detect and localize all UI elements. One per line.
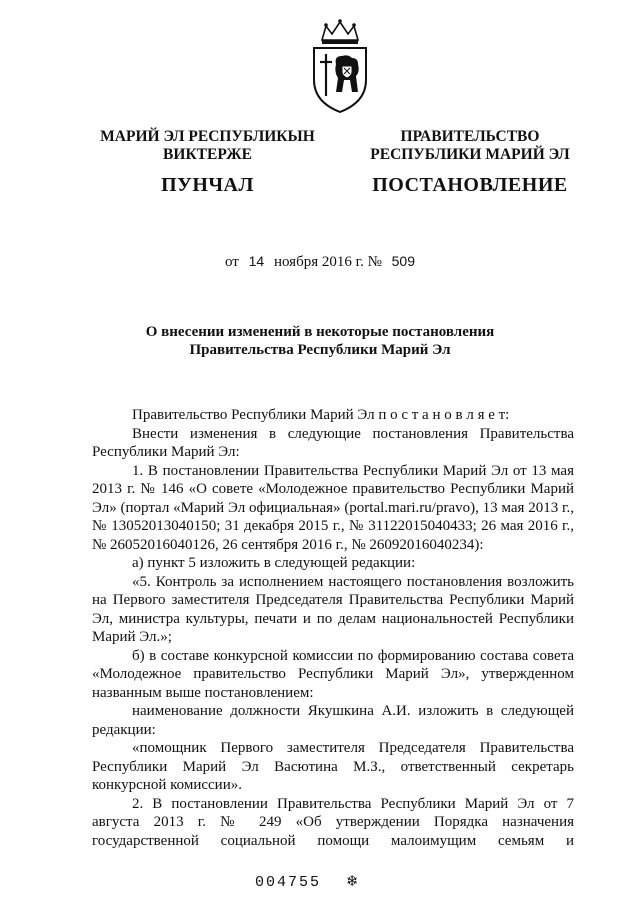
- paragraph: Правительство Республики Марий Эл п о с т а н о в л я е т:: [132, 407, 510, 423]
- document-body: [92, 406, 574, 850]
- header-left-line2: ВИКТЕРЖЕ: [163, 146, 252, 163]
- paragraph: 2. В постановлении Правительства Республики Марий Эл от 7 августа 2013 г. № 249 «Об утверждении Порядка назначения государственной социальной помощи малоимущим семьям и: [92, 795, 574, 849]
- header-right-line1: ПРАВИТЕЛЬСТВО: [400, 128, 540, 145]
- header-left: [95, 128, 320, 194]
- date-month-year: ноября 2016 г. №: [273, 254, 382, 270]
- paragraph: 1. В постановлении Правительства Республики Марий Эл от 13 мая 2013 г. № 146 «О совете «Молодежное правительство Республики Марий Эл» (портал «Марий Эл официальная» (portal.mari.ru/pravo), 13 мая 2013 г., № 13052013040150; 31 декабря 2015 г., № 31122015040433; 26 мая 2016 г., № 26052016040126, 26 сентября 2016 г., № 26092016040234):: [92, 462, 574, 553]
- title-line2: Правительства Республики Марий Эл: [189, 342, 451, 358]
- paragraph: «5. Контроль за исполнением настоящего постановления возложить на Первого заместителя Председателя Правительства Республики Марий Эл, министра культуры, печати и по делам национальностей Республики Марий Эл.»;: [92, 573, 574, 645]
- title-line1: О внесении изменений в некоторые постановления: [145, 324, 495, 340]
- snowflake-icon: ❄: [346, 872, 359, 890]
- header-right: [350, 128, 590, 194]
- document-number: 509: [391, 253, 415, 269]
- document-title: [90, 323, 550, 359]
- paragraph: наименование должности Якушкина А.И. изложить в следующей редакции:: [92, 703, 574, 738]
- coat-of-arms-emblem: [304, 18, 376, 114]
- paragraph: а) пункт 5 изложить в следующей редакции:: [132, 555, 416, 571]
- date-prefix: от: [225, 254, 239, 270]
- header-left-doc-type: ПУНЧАЛ: [161, 174, 254, 196]
- paragraph: «помощник Первого заместителя Председателя Правительства Республики Марий Эл Васютина М.З., ответственный секретарь конкурсной комиссии».: [92, 740, 574, 793]
- header-right-doc-type: ПОСТАНОВЛЕНИЕ: [372, 174, 568, 196]
- paragraph: б) в составе конкурсной комиссии по формированию состава совета «Молодежное правительство Республики Марий Эл», утвержденном названным выше постановлением:: [92, 647, 574, 701]
- date-day: 14: [248, 253, 265, 269]
- paragraph: Внести изменения в следующие постановления Правительства Республики Марий Эл:: [92, 425, 574, 460]
- serial-number: 004755: [255, 874, 322, 891]
- header-left-line1: МАРИЙ ЭЛ РЕСПУБЛИКЫН: [100, 128, 315, 145]
- header-right-line2: РЕСПУБЛИКИ МАРИЙ ЭЛ: [370, 146, 570, 163]
- footer-serial: [255, 872, 359, 891]
- document-date: [0, 253, 640, 271]
